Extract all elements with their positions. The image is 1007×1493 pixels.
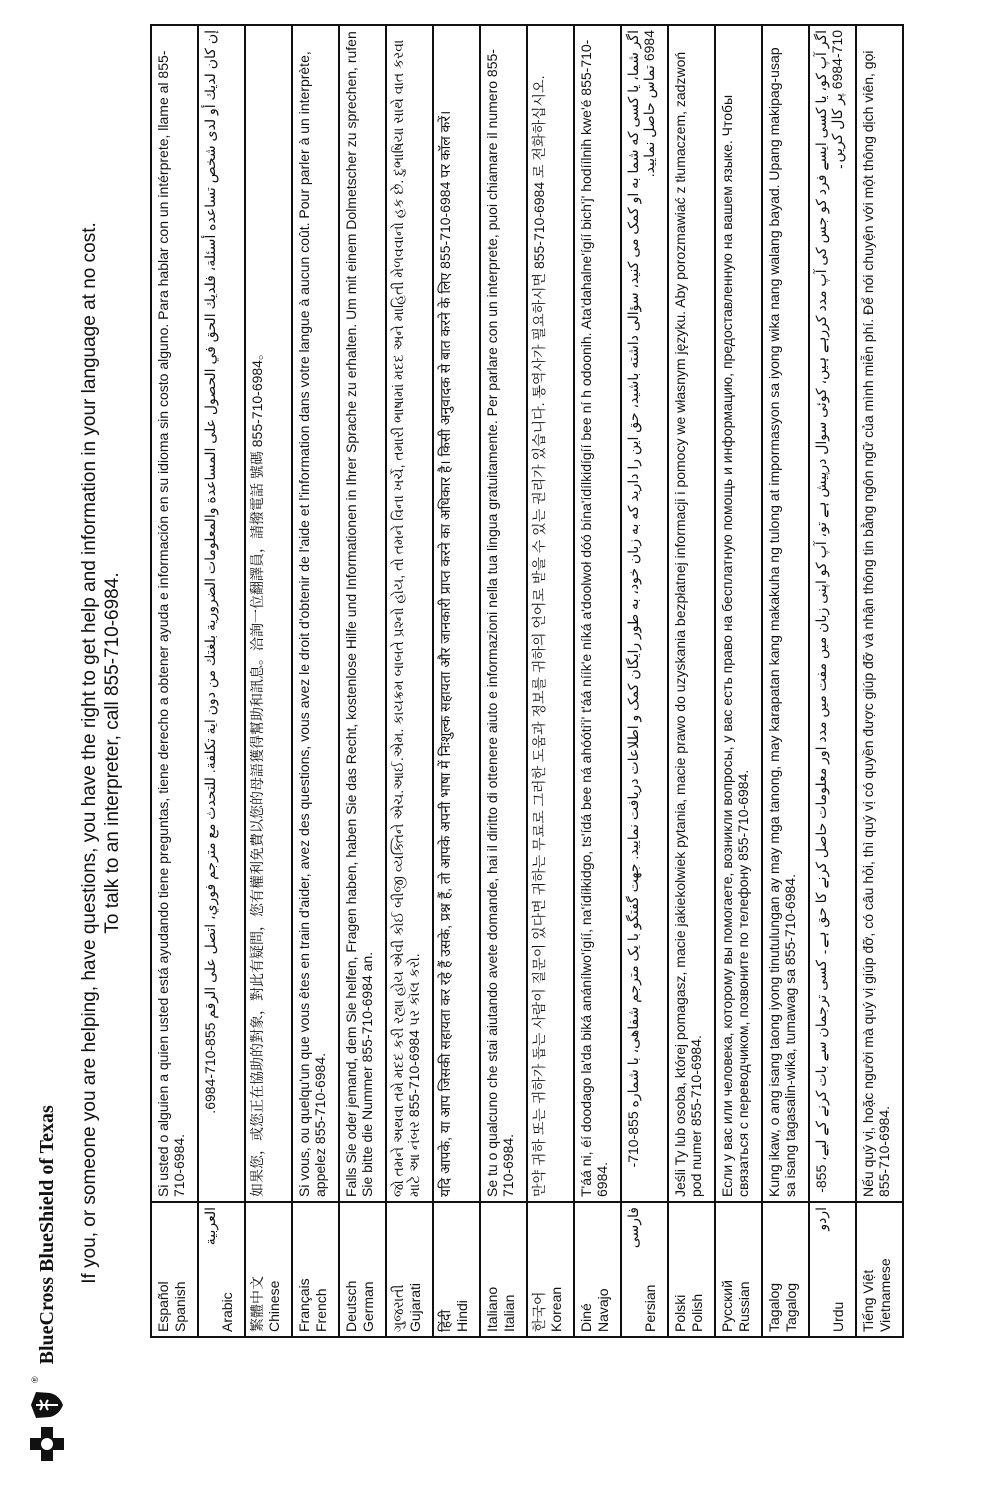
language-native-name: اردو [813, 1207, 829, 1231]
intro-line-2: To talk to an interpreter, call 855-710-6984. [102, 572, 123, 934]
intro-statement [78, 103, 124, 1403]
language-name-cell [527, 1202, 574, 1337]
language-native-name: ગુજરાતી [390, 1284, 406, 1332]
language-english-name: French [313, 1288, 329, 1332]
language-english-name: Navajo [595, 1288, 611, 1332]
language-notice-text: 만약 귀하 또는 귀하가 돕는 사람이 질문이 있다면 귀하는 무료로 그러한 도움과 정보를 귀하의 언어로 받을 수 있는 권리가 있습니다. 통역사가 필요하시면 855-710-6984 로 전화하십시오. [527, 25, 574, 1202]
table-row [480, 25, 527, 1337]
language-native-name: Polski [672, 1294, 688, 1332]
language-notice-text: Se tu o qualcuno che stai aiutando avete domande, hai il diritto di ottenere aiuto e informazioni nella tua lingua gratuitamente. Per parlare con un interprete, puoi chiamare il numero 855-710-6984. [480, 25, 527, 1202]
table-row [433, 25, 480, 1337]
intro-line-1: If you, or someone you are helping, have questions, you have the right to get help and information in your language at no cost. [79, 222, 100, 1284]
language-notice-text: Kung ikaw, o ang isang taong iyong tinutulungan ay may mga tanong, may karapatan kang makakuha ng tulong at impormasyon sa iyong wika nang walang bayad. Upang makipag-usap sa isang tagasalin-wika, tumawag sa 855-710-6984. [762, 25, 809, 1202]
language-english-name: Urdu [830, 1301, 846, 1332]
language-english-name: Tagalog [783, 1282, 799, 1332]
language-name-cell [856, 1202, 903, 1337]
language-english-name: Arabic [219, 1292, 235, 1332]
language-native-name: Tiếng Việt [860, 1269, 876, 1332]
language-name-cell [809, 1202, 856, 1337]
language-native-name: Español [155, 1281, 171, 1332]
language-notice-text: اگر آپ کو، یا کسی ایسے فرد کو جس کی آپ مدد کررہے ہیں، کوئی سوال درپیش ہے تو، آپ کو اپنی زبان میں مفت میں مدد اور معلومات حاصل کرنے کا حق ہے۔ کسی ترجمان سے بات کرنے کے لیے، 855-710-6984 پر کال کریں۔ [809, 25, 856, 1202]
language-name-cell [715, 1202, 762, 1337]
table-row [621, 25, 668, 1337]
brand-header [30, 1105, 64, 1461]
language-english-name: Italian [501, 1294, 517, 1332]
language-name-cell [245, 1202, 292, 1337]
table-row [527, 25, 574, 1337]
language-native-name: 한국어 [531, 1291, 547, 1332]
language-native-name: Italiano [484, 1286, 500, 1332]
blue-cross-logo-icon [30, 1427, 64, 1461]
table-row [856, 25, 903, 1337]
language-notice-text: Jeśli Ty lub osoba, której pomagasz, macie jakiekolwiek pytania, macie prawo do uzyskania bezpłatnej informacji i pomocy we własnym języku. Aby porozmawiać z tłumaczem, zadzwoń pod numer 855-710-6984. [668, 25, 715, 1202]
table-row [809, 25, 856, 1337]
table-row [245, 25, 292, 1337]
language-english-name: Gujarati [407, 1282, 423, 1332]
language-name-cell [480, 1202, 527, 1337]
language-assistance-table [150, 24, 904, 1338]
language-name-cell [621, 1202, 668, 1337]
table-row [668, 25, 715, 1337]
language-english-name: Hindi [454, 1300, 470, 1332]
language-notice-text: જો તમને અથવા તમે મદદ કરી રહ્યા હોય એવી કોઈ બીજી વ્યક્તિને એચ.આઈ.એમ. કાયક્રમ બાબતે પ્રશ્નો હોય, તો તમને વિના ખર્ચે, તમારી ભાષામાં મદદ અને માહિતી મેળવવાનો હક છે. દુભાષિયા સાથે વાત કરવા માટે આ નંબર 855-710-6984 પર કૉલ કરો. [386, 25, 433, 1202]
language-notice-text: Falls Sie oder jemand, dem Sie helfen, Fragen haben, haben Sie das Recht, kostenlose Hilfe und Informationen in Ihrer Sprache zu erhalten. Um mit einem Dolmetscher zu sprechen, rufen Sie bitte die Nummer 855-710-6984 an. [339, 25, 386, 1202]
language-english-name: Polish [689, 1293, 705, 1332]
brand-name: BlueCross BlueShield of Texas [35, 1105, 58, 1365]
language-native-name: Tagalog [766, 1282, 782, 1332]
language-notice-text: Nếu quý vị, hoặc người mà quý vị giúp đỡ, có câu hỏi, thì quý vị có quyền được giúp đỡ và nhận thông tin bằng ngôn ngữ của mình miễn phí. Để nói chuyện với một thông dịch viên, gọi 855-710-6984. [856, 25, 903, 1202]
language-english-name: Chinese [266, 1280, 282, 1332]
table-row [574, 25, 621, 1337]
table-row [151, 25, 198, 1337]
language-english-name: German [360, 1281, 376, 1332]
table-row [292, 25, 339, 1337]
table-row [198, 25, 245, 1337]
table-row [762, 25, 809, 1337]
language-notice-text: Si usted o alguien a quien usted está ayudando tiene preguntas, tiene derecho a obtener ayuda e información en su idioma sin costo alguno. Para hablar con un intérprete, llame al 855-710-6984. [151, 25, 198, 1202]
language-name-cell [292, 1202, 339, 1337]
language-notice-text: اگر شما، یا کسی که شما به او کمک می کنید، سؤالی داشته باشید، حق این را دارید که به زبان خود، به طور رایگان کمک و اطلاعات دریافت نمایید. جهت گفتگو با یک مترجم شفاهی، با شماره 855-710-6984 تماس حاصل نمایید. [621, 25, 668, 1202]
language-native-name: Diné [578, 1303, 594, 1332]
language-native-name: فارسی [625, 1207, 641, 1249]
language-name-cell [574, 1202, 621, 1337]
language-native-name: 繁體中文 [249, 1276, 265, 1332]
language-name-cell [433, 1202, 480, 1337]
language-english-name: Korean [548, 1286, 564, 1332]
table-row [715, 25, 762, 1337]
language-english-name: Spanish [172, 1281, 188, 1332]
language-english-name: Russian [736, 1281, 752, 1332]
language-name-cell [762, 1202, 809, 1337]
table-row [386, 25, 433, 1337]
language-english-name: Vietnamese [877, 1258, 893, 1332]
blue-shield-logo-icon [30, 1391, 64, 1419]
language-notice-text: Если у вас или человека, которому вы помогаете, возникли вопросы, у вас есть право на бесплатную помощь и информацию, предоставленную на вашем языке. Чтобы связаться с переводчиком, позвоните по телефону 855-710-6984. [715, 25, 762, 1202]
language-native-name: العربية [202, 1207, 218, 1246]
language-native-name: Русский [719, 1280, 735, 1332]
language-native-name: हिंदी [437, 1309, 453, 1332]
language-notice-text: यदि आपके, या आप जिसकी सहायता कर रहे हैं उसके, प्रश्न हैं, तो आपके अपनी भाषा में निःशुल्क सहायता और जानकारी प्राप्त करने का अधिकार है। किसी अनुवादक से बात करने के लिए 855-710-6984 पर कॉल करें। [433, 25, 480, 1202]
registered-mark: ® [30, 1376, 40, 1383]
language-name-cell [668, 1202, 715, 1337]
language-notice-text: Si vous, ou quelqu'un que vous êtes en train d'aider, avez des questions, vous avez le droit d'obtenir de l'aide et l'information dans votre langue à aucun coût. Pour parler à un interprète, appelez 855-710-6984. [292, 25, 339, 1202]
language-notice-text: 如果您，或您正在協助的對象，對此有疑問，您有權利免費以您的母語獲得幫助和訊息。洽詢一位翻譯員，請撥電話 號碼 855-710-6984。 [245, 25, 292, 1202]
language-native-name: Deutsch [343, 1280, 359, 1332]
language-english-name: Persian [642, 1284, 658, 1332]
language-name-cell [198, 1202, 245, 1337]
language-name-cell [339, 1202, 386, 1337]
language-name-cell [151, 1202, 198, 1337]
language-name-cell [386, 1202, 433, 1337]
language-native-name: Français [296, 1278, 312, 1332]
language-notice-text: T'áá ni, éí doodago la'da biká anánílwo'ígíí, na'ídíłkidgo, ts'ídá bee ná ahóóti'i' t'áá níík'e níká a'doolwoł dóó bína'ídílkidígíí bee ní h odoonih. Ata'dahalne'ígíí bich'j' hodíílnih kwe'é 855-710-6984. [574, 25, 621, 1202]
table-row [339, 25, 386, 1337]
language-notice-text: إن كان لديك أو لدى شخص تساعده أسئلة، فلديك الحق في الحصول على المساعدة والمعلومات الضرورية بلغتك من دون اية تكلفة. للتحدث مع مترجم فوري، اتصل على الرقم 855-710-6984. [198, 25, 245, 1202]
